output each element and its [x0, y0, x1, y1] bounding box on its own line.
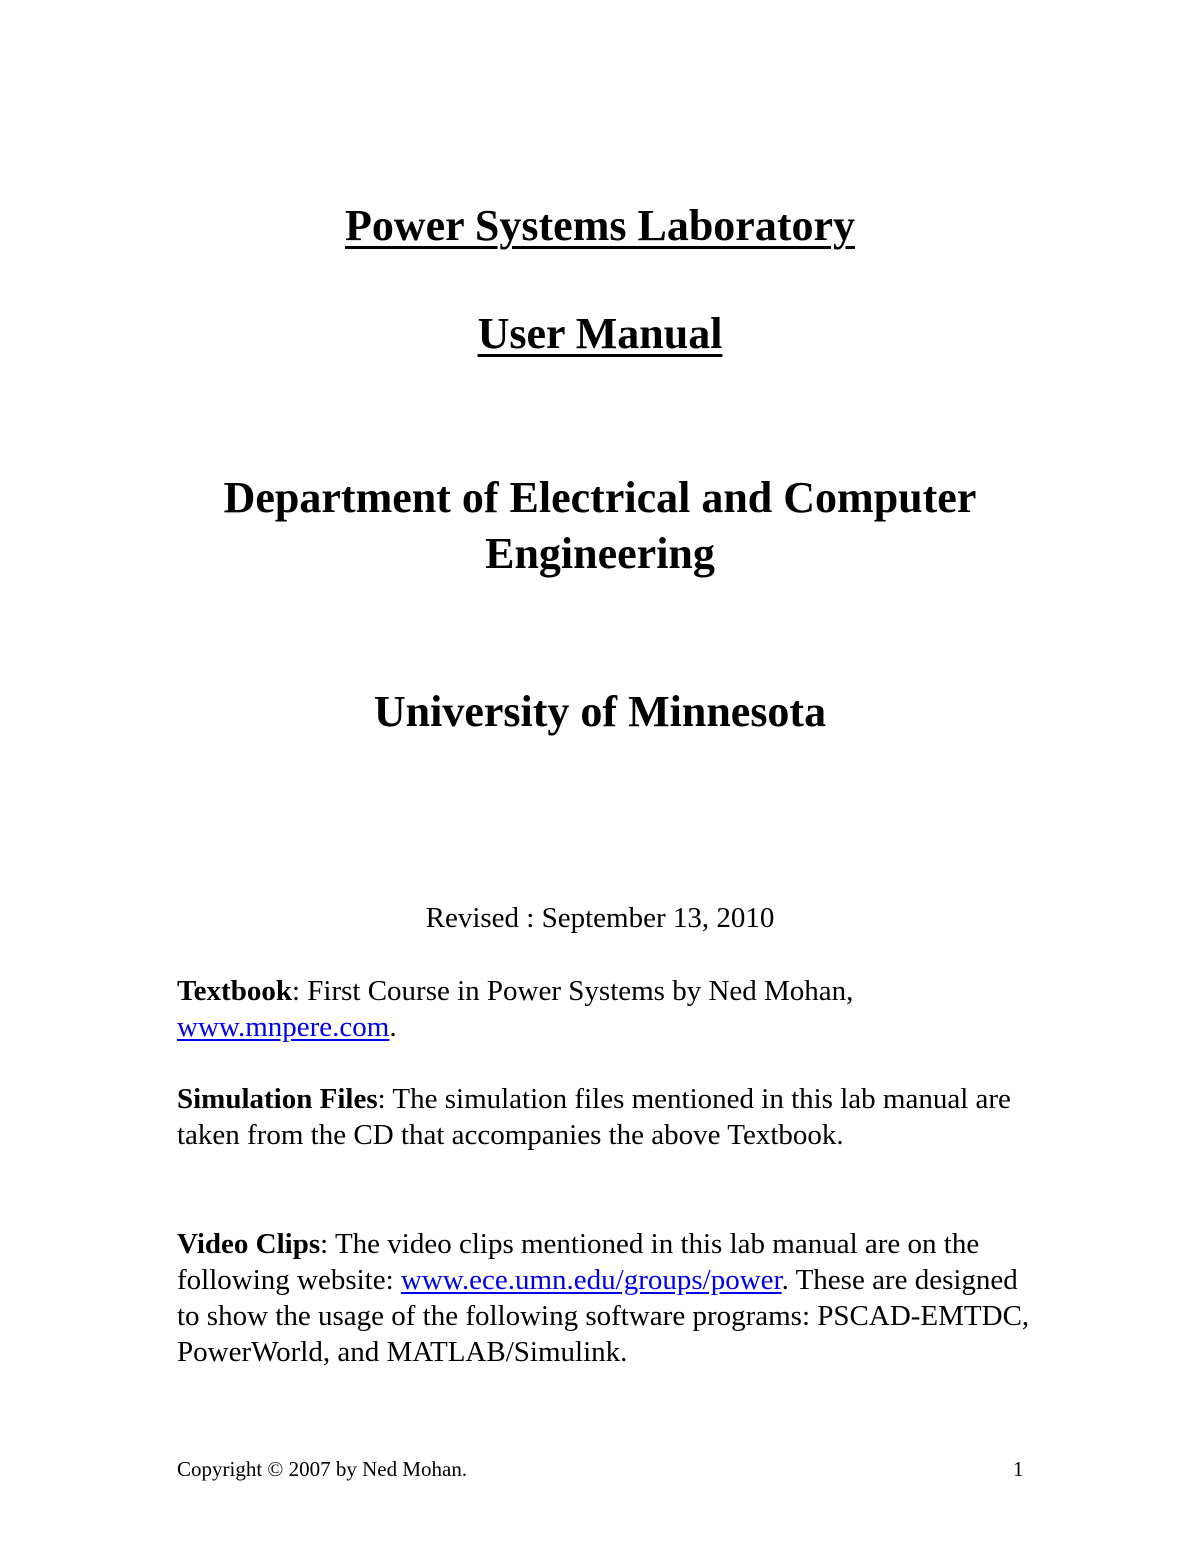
textbook-after: .	[389, 1011, 397, 1043]
textbook-link[interactable]: www.mnpere.com	[177, 1011, 390, 1043]
video-label: Video Clips	[177, 1228, 321, 1260]
footer-copyright: Copyright © 2007 by Ned Mohan.	[177, 1457, 468, 1481]
university-name: University of Minnesota	[373, 687, 827, 736]
simulation-text: : The simulation files mentioned in this lab manual are taken from the CD that accompanies the above Textbook.	[177, 1083, 1011, 1151]
simulation-paragraph	[177, 1081, 1037, 1153]
video-text: : The video clips mentioned in this lab manual are on the following website:	[177, 1228, 980, 1296]
subtitle-text: User Manual	[477, 309, 723, 358]
main-title	[0, 200, 1200, 252]
subtitle	[0, 308, 1200, 360]
textbook-label: Textbook	[177, 975, 292, 1007]
main-title-text: Power Systems Laboratory	[345, 201, 855, 250]
revised-date: Revised : September 13, 2010	[425, 902, 775, 934]
textbook-paragraph	[177, 973, 1037, 1045]
video-link[interactable]: www.ece.umn.edu/groups/power	[400, 1264, 782, 1296]
page-number: 1	[1013, 1457, 1024, 1481]
textbook-text: : First Course in Power Systems by Ned Mohan,	[291, 975, 854, 1007]
department-line-1: Department of Electrical and Computer	[223, 473, 977, 522]
simulation-label: Simulation Files	[177, 1083, 378, 1115]
video-paragraph	[177, 1226, 1037, 1370]
video-after: . These are designed to show the usage of the following software programs: PSCAD-EMTDC, PowerWorld, and MATLAB/Simulink.	[177, 1264, 1030, 1368]
department-line-2: Engineering	[485, 529, 715, 578]
